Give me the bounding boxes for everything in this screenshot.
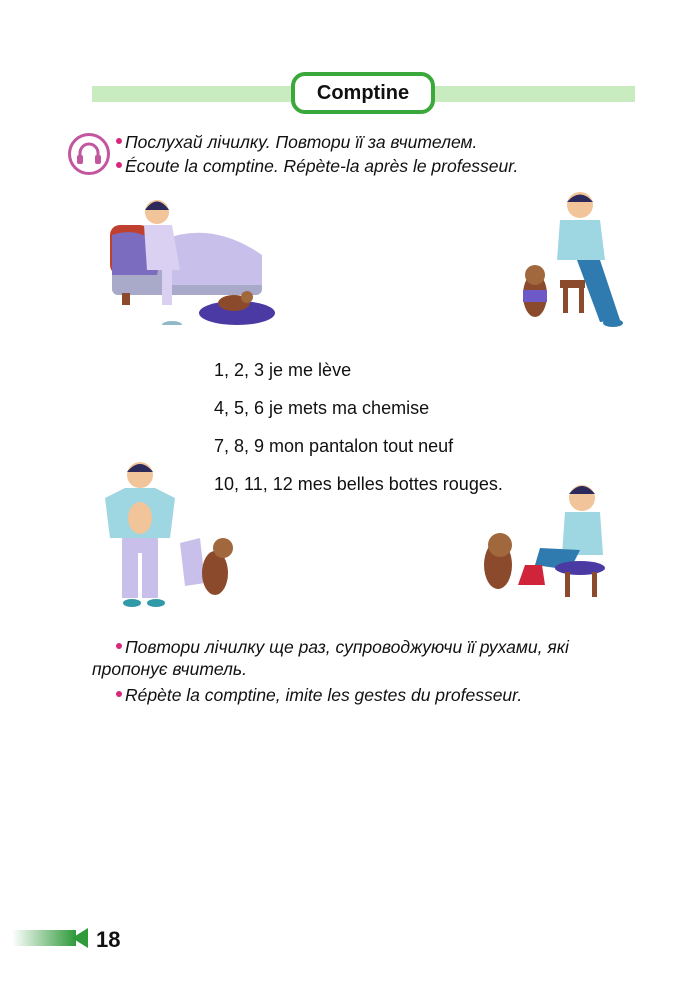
rhyme-line-3: 7, 8, 9 mon pantalon tout neuf bbox=[214, 436, 454, 456]
instruction-french: Écoute la comptine. Répète-la après le professeur. bbox=[116, 155, 518, 177]
footer-bar bbox=[12, 930, 76, 946]
rhyme-line-1: 1, 2, 3 je me lève bbox=[214, 360, 352, 380]
illustration-boy-getting-up bbox=[102, 195, 277, 325]
section-title: Comptine bbox=[291, 72, 435, 114]
illustration-boy-shirt bbox=[505, 190, 630, 335]
instruction-ukrainian: Послухай лічилку. Повтори її за вчителем. bbox=[116, 131, 477, 153]
bullet bbox=[116, 138, 122, 144]
illustration-boy-pants bbox=[100, 458, 245, 608]
headphones-icon bbox=[68, 133, 110, 175]
illustration-boy-boots bbox=[470, 480, 615, 605]
bullet bbox=[116, 162, 122, 168]
follow-up-ukrainian: Повтори лічилку ще раз, супроводжуючи її рухами, які пропонує вчитель. bbox=[92, 637, 569, 679]
bullet bbox=[116, 643, 122, 649]
page-number: 18 bbox=[96, 927, 121, 952]
bullet bbox=[116, 691, 122, 697]
rhyme-line-2: 4, 5, 6 je mets ma chemise bbox=[214, 398, 430, 418]
follow-up-french: Répète la comptine, imite les gestes du professeur. bbox=[116, 684, 522, 706]
rhyme-line-4: 10, 11, 12 mes belles bottes rouges. bbox=[214, 474, 503, 494]
footer-arrow-icon bbox=[72, 928, 88, 948]
